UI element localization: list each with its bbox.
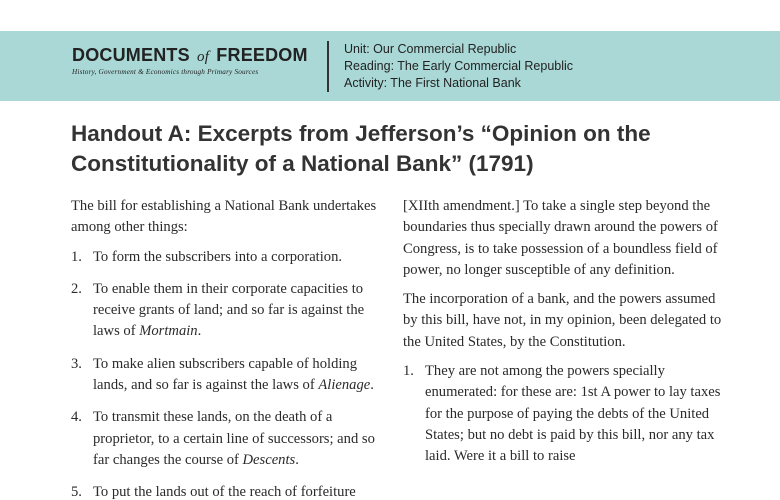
intro-paragraph: The bill for establishing a National Bank undertakes among other things: [71, 198, 377, 236]
list-text-end: . [197, 323, 202, 340]
brand-logo [72, 45, 308, 76]
list-item [403, 361, 723, 467]
list-text: To form the subscribers into a corporation. [93, 248, 343, 265]
list-emphasis: Alienage [318, 377, 371, 394]
header-divider [327, 41, 329, 92]
list-number: 1. [403, 363, 414, 380]
brand-documents: DOCUMENTS [72, 45, 190, 65]
left-column [71, 196, 381, 500]
title-line-2: Constitutionality of a National Bank” (1791) [71, 151, 534, 176]
list-number: 4. [71, 409, 82, 426]
list-emphasis: Mortmain [139, 323, 198, 340]
list-item [71, 279, 381, 343]
list-text: To make alien subscribers capable of holding lands, and so far is against the laws of [93, 355, 358, 394]
list-text-end: . [370, 377, 374, 394]
list-item [71, 354, 381, 397]
list-number: 5. [71, 484, 82, 500]
header-banner [0, 31, 780, 101]
activity-label: Activity: The First National Bank [344, 76, 521, 90]
brand-title [72, 45, 308, 66]
list-item [71, 247, 381, 268]
brand-freedom: FREEDOM [216, 45, 308, 65]
brand-of: of [197, 49, 210, 65]
brand-subtitle: History, Government & Economics through Primary Sources [72, 68, 259, 76]
list-number: 2. [71, 280, 82, 297]
list-emphasis: Descents [242, 451, 296, 468]
list-number: 3. [71, 355, 82, 372]
list-text: They are not among the powers specially enumerated: for these are: 1st A power to lay taxes for the purpose of paying the debts of the United States; but no debt is paid by this bill, nor any tax laid. Were it a bill to raise [425, 363, 721, 465]
list-text-end: . [295, 451, 299, 468]
list-item [71, 482, 381, 500]
list-text: To transmit these lands, on the death of a proprietor, to a certain line of successors; and so far changes the course of [93, 409, 375, 468]
list-text: To enable them in their corporate capacities to receive grants of land; and so far is against the laws of [93, 280, 365, 340]
paragraph: [XIIth amendment.] To take a single step beyond the boundaries thus specially drawn around the powers of Congress, is to take possession of a boundless field of power, no longer susceptible of any definition. [403, 198, 718, 278]
title-line-1: Handout A: Excerpts from Jefferson’s “Opinion on the [71, 121, 651, 146]
list-item [71, 407, 381, 471]
paragraph: The incorporation of a bank, and the powers assumed by this bill, have not, in my opinion, been delegated to the United States, by the Constitution. [403, 291, 722, 350]
unit-label: Unit: Our Commercial Republic [344, 42, 517, 56]
list-text: To put the lands out of the reach of forfeiture [93, 484, 356, 500]
header-meta [344, 41, 573, 92]
list-number: 1. [71, 248, 82, 265]
right-column [403, 196, 723, 479]
page-title [71, 119, 731, 179]
reading-label: Reading: The Early Commercial Republic [344, 59, 574, 73]
